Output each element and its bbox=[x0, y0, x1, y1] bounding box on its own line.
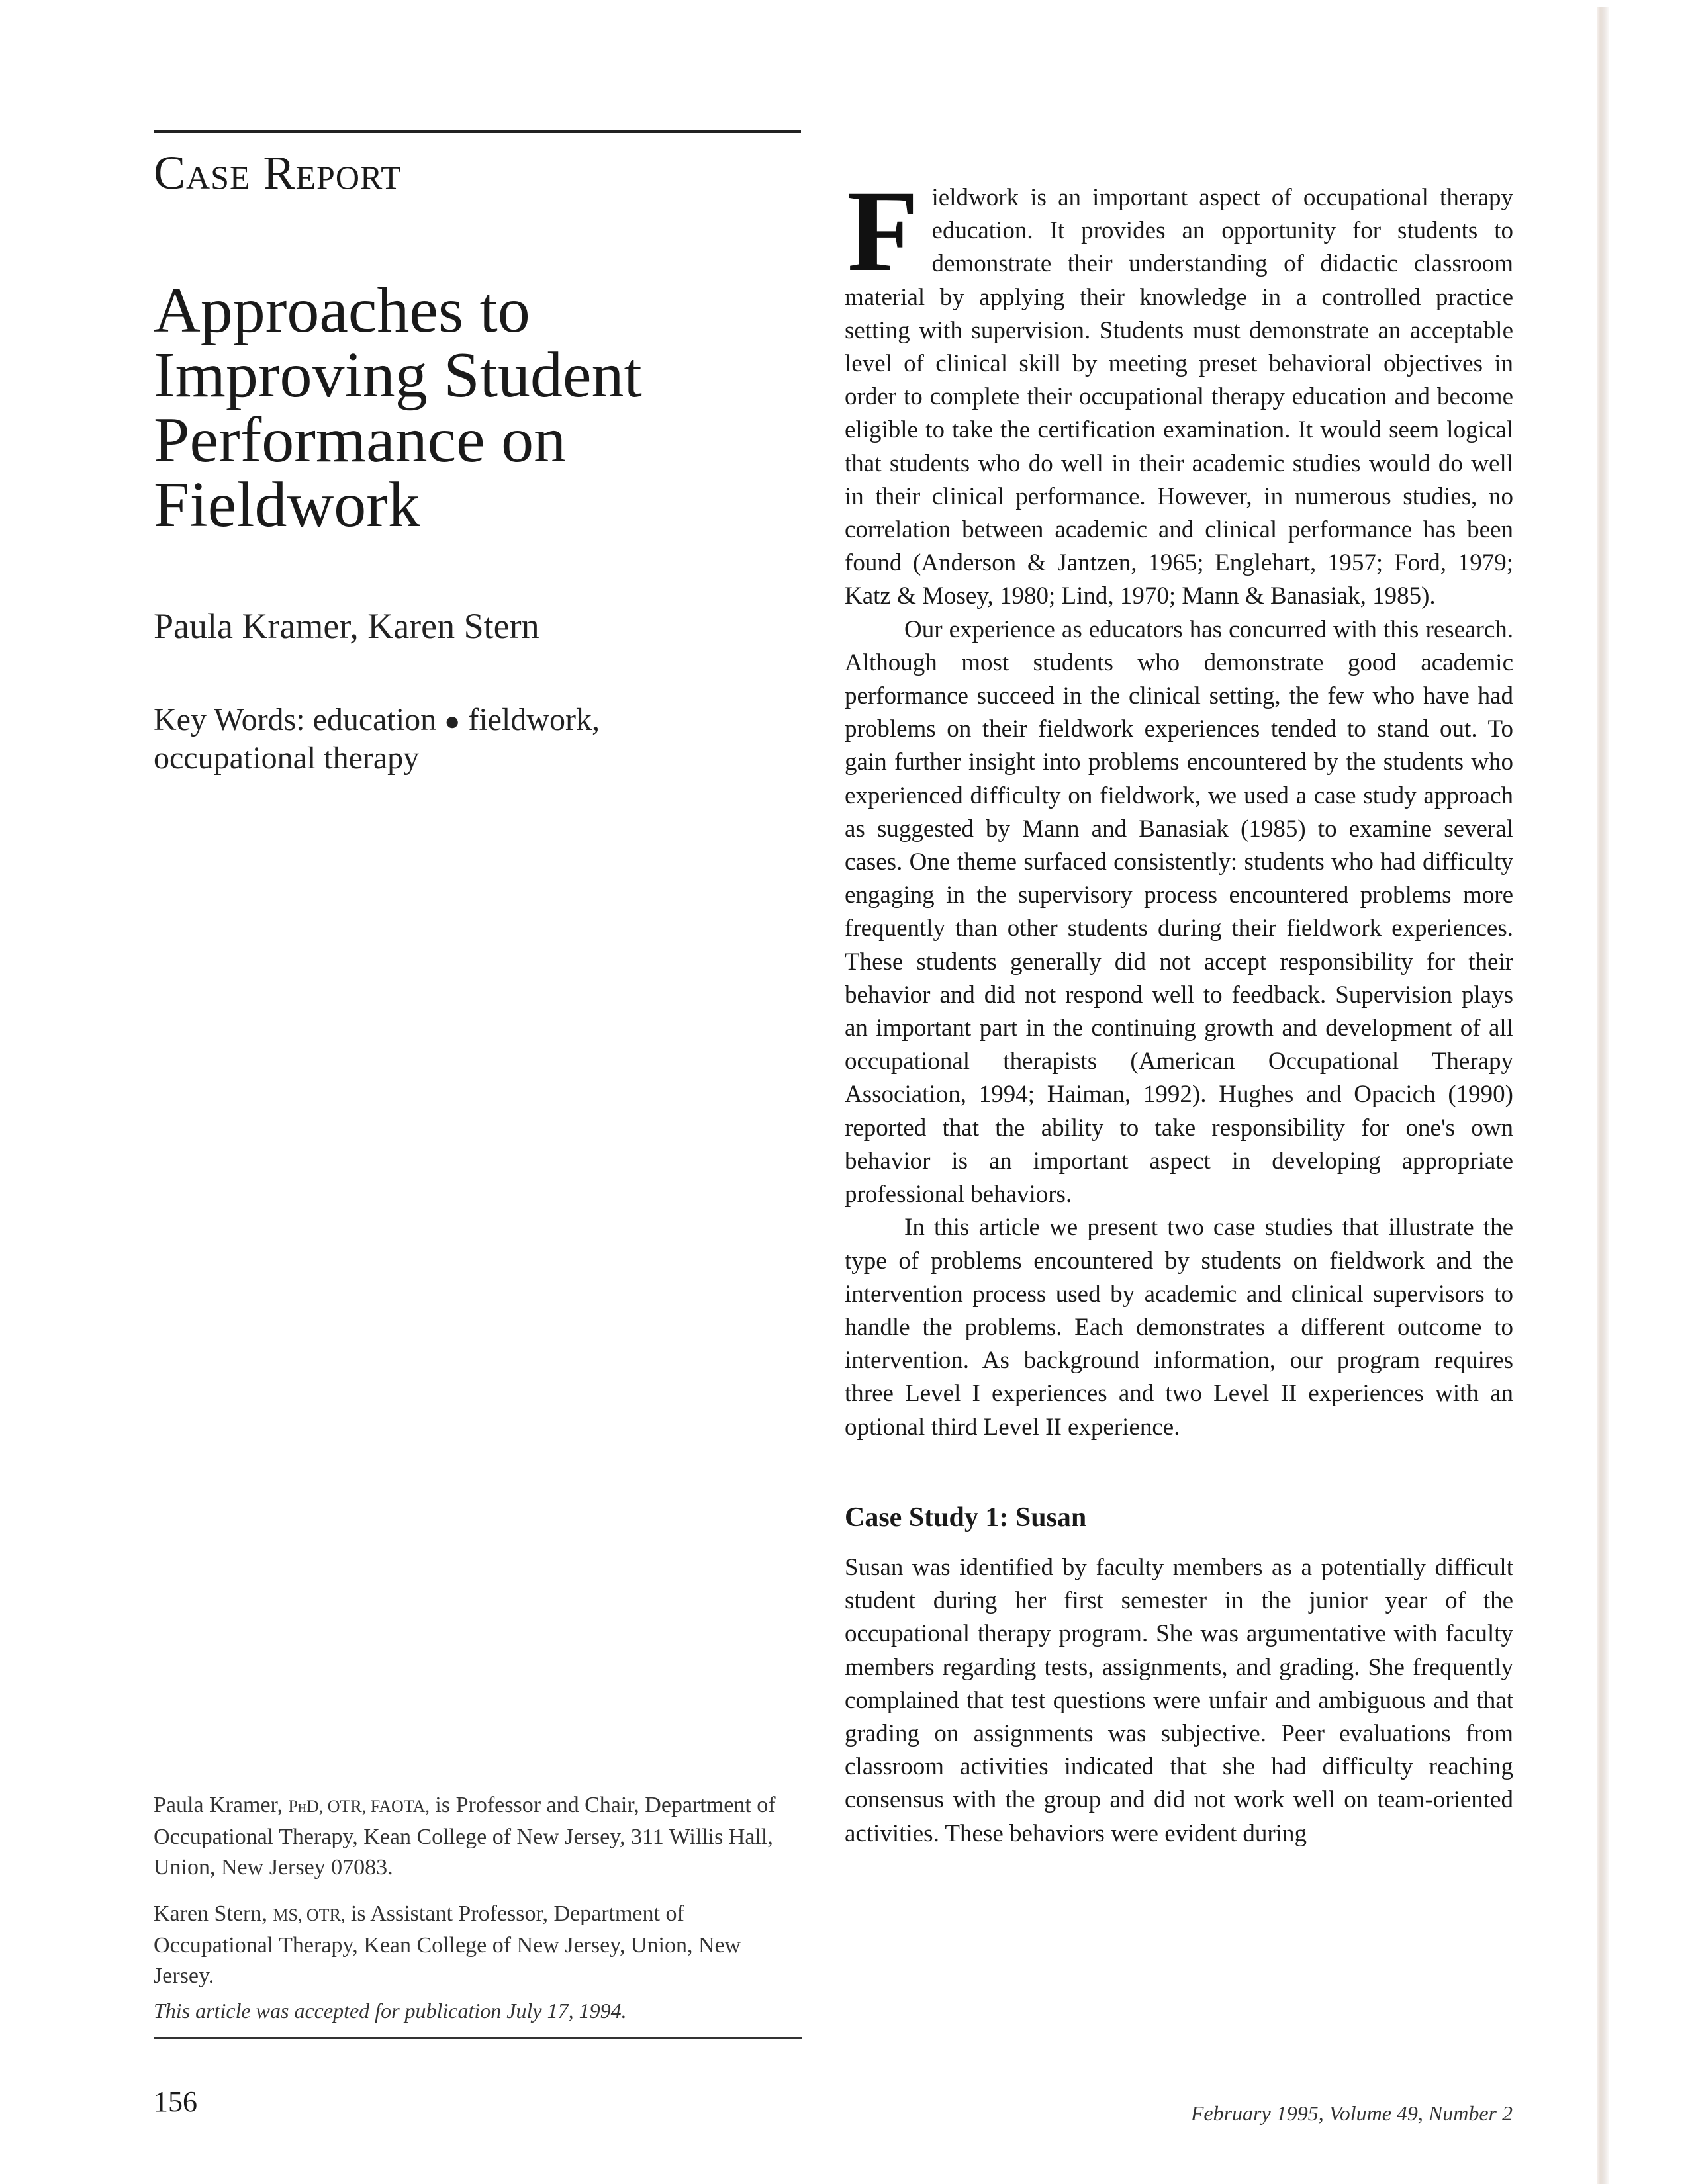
journal-issue: February 1995, Volume 49, Number 2 bbox=[1190, 2101, 1513, 2125]
title-line: Approaches to bbox=[154, 275, 530, 346]
title-line: Fieldwork bbox=[154, 469, 420, 541]
drop-cap: F bbox=[847, 167, 919, 296]
section-kicker: Case Report bbox=[154, 146, 402, 199]
keyword: fieldwork, bbox=[468, 702, 600, 737]
author-note-name: Paula Kramer, bbox=[154, 1793, 283, 1817]
keyword: occupational therapy bbox=[154, 741, 420, 776]
title-line: Performance on bbox=[154, 404, 567, 476]
keywords-label: Key Words: bbox=[154, 702, 305, 737]
keywords bbox=[154, 702, 749, 777]
author-footnotes bbox=[154, 1790, 802, 2007]
author-note-credentials: PhD, OTR, FAOTA, bbox=[288, 1797, 430, 1816]
author-note bbox=[154, 1790, 802, 1883]
article-title bbox=[154, 275, 802, 541]
page-edge-shadow bbox=[1597, 7, 1609, 2184]
paragraph: Susan was identified by faculty members as a potentially difficult student during her first semester in the junior year of the occupational therapy program. She was argumentative with faculty members regarding tests, assignments, and grading. She frequently complained that test questions were unfair and ambiguous and that grading on assignments was subjective. Peer evaluations from classroom activities indicated that she had difficulty reaching consensus with the group and did not work well on team-oriented activities. These behaviors were evident during bbox=[845, 1553, 1513, 1847]
acceptance-note: This article was accepted for publication July 17, 1994. bbox=[154, 1999, 627, 2023]
author-note-text: is Professor and Chair, Department of Occupational Therapy, Kean College of New Jersey, 311 Willis Hall, Union, New Jersey 07083. bbox=[154, 1793, 776, 1880]
author-list: Paula Kramer, Karen Stern bbox=[154, 606, 539, 646]
page-number: 156 bbox=[154, 2085, 197, 2118]
article-body bbox=[845, 167, 1513, 1850]
keyword: education bbox=[312, 702, 437, 737]
section-heading: Case Study 1: Susan bbox=[845, 1502, 1087, 1533]
paragraph: In this article we present two case studies that illustrate the type of problems encountered by students on fieldwork and the intervention process used by academic and clinical supervisors to handle the problems. Each demonstrates a different outcome to intervention. As background information, our program requires three Level I experiences and two Level II experiences with an optional third Level II experience. bbox=[845, 1214, 1513, 1441]
author-note-text: is Assistant Professor, Department of Occupational Therapy, Kean College of New Jersey, Union, New Jersey. bbox=[154, 1901, 741, 1988]
author-note-credentials: MS, OTR, bbox=[273, 1905, 346, 1925]
top-rule bbox=[154, 130, 801, 133]
paragraph-text: ieldwork is an important aspect of occupational therapy education. It provides an opportunity for students to demonstrate their understanding of didactic classroom material by applying their knowledge in a controlled practice setting with supervision. Students must demonstrate an acceptable level of clinical skill by meeting preset behavioral objectives in order to complete their occupational therapy education and become eligible to take the certification examination. It would seem logical that students who do well in their academic studies would do well in their clinical performance. However, in numerous studies, no correlation between academic and clinical performance has been found (Anderson & Jantzen, 1965; Englehart, 1957; Ford, 1979; Katz & Mosey, 1980; Lind, 1970; Mann & Banasiak, 1985). bbox=[845, 184, 1513, 610]
paragraph bbox=[845, 167, 1513, 614]
paragraph: Our experience as educators has concurred with this research. Although most students who demonstrate good academic performance succeed in the clinical setting, the few who have had problems on their fieldwork experiences tended to stand out. To gain further insight into problems encountered by the students who experienced difficulty on fieldwork, we used a case study approach as suggested by Mann and Banasiak (1985) to examine several cases. One theme surfaced consistently: students who had difficulty engaging in the supervisory process encountered problems more frequently than other students during their fieldwork experiences. These students generally did not accept responsibility for their behavior and did not respond well to feedback. Supervision plays an important part in the continuing growth and development of all occupational therapists (American Occupational Therapy Association, 1994; Haiman, 1992). Hughes and Opacich (1990) reported that the ability to take responsibility for one's own behavior is an important aspect in developing appropriate professional behaviors. bbox=[845, 615, 1513, 1208]
bullet-icon: ● bbox=[444, 706, 461, 736]
footnote-rule bbox=[154, 2037, 802, 2039]
title-line: Improving Student bbox=[154, 340, 642, 411]
author-note-name: Karen Stern, bbox=[154, 1901, 267, 1926]
author-note bbox=[154, 1899, 802, 1991]
